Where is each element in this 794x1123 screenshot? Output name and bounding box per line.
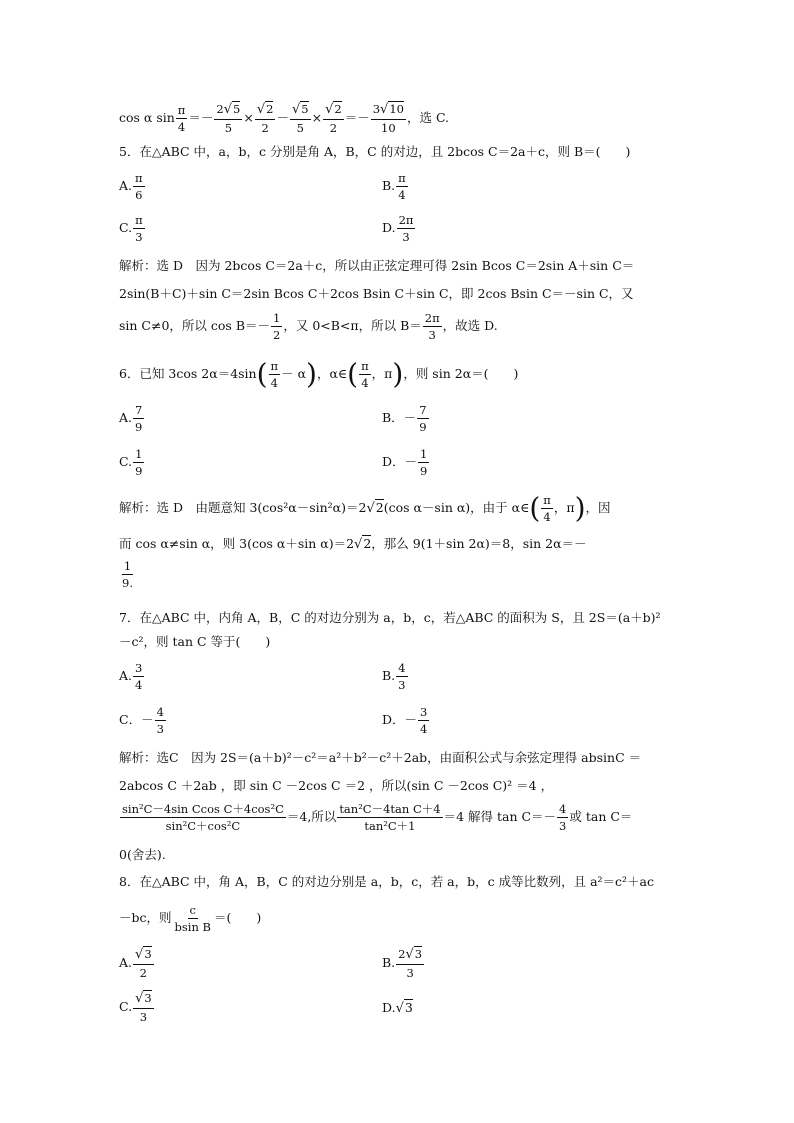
q6-option-b	[382, 404, 430, 433]
denominator: 4	[398, 188, 406, 203]
numerator: 1	[271, 312, 282, 327]
q7-solution-line-1: 解析：选C 因为 2S＝(a＋b)²－c²＝a²＋b²－c²＋2ab，由面积公式与余弦定理得 absinC ＝	[119, 750, 642, 765]
text: (cos α－sin α)，由于 α∈	[383, 500, 530, 516]
coef: 2	[398, 947, 406, 961]
radicand: 3	[144, 947, 152, 961]
option-label: B.	[382, 178, 396, 194]
option-label: D．－	[382, 454, 418, 470]
fraction	[133, 948, 154, 979]
fraction	[290, 103, 311, 134]
radicand: 2	[334, 102, 342, 116]
numerator: 3	[418, 706, 429, 721]
fraction	[396, 662, 407, 691]
fraction	[133, 172, 145, 201]
fraction	[423, 312, 442, 341]
denominator: 3	[559, 819, 567, 834]
text: 解析：选 D 由题意知 3(cos²α－sin²α)＝2	[119, 500, 367, 516]
q7-stem-line-2: －c²，则 tan C 等于( )	[119, 634, 271, 649]
fraction	[133, 662, 144, 691]
denominator: 4	[177, 119, 186, 134]
prev-solution-line	[119, 103, 449, 134]
numerator: 2√5	[214, 103, 242, 120]
text: ，则 sin 2α＝( )	[403, 366, 519, 382]
text: sin C≠0，所以 cos B＝－	[119, 318, 271, 334]
fraction	[271, 312, 282, 341]
numerator: 2√3	[396, 948, 424, 965]
denominator: 3	[402, 230, 410, 245]
denominator: sin²C＋cos²C	[165, 819, 241, 834]
denominator: 9.	[122, 576, 133, 591]
denominator: 9	[419, 420, 427, 435]
denominator: tan²C＋1	[364, 819, 416, 834]
fraction	[371, 103, 406, 134]
fraction	[255, 103, 276, 134]
fraction	[418, 706, 429, 735]
numerator: 1	[418, 448, 429, 463]
option-label: D.	[382, 220, 396, 236]
numerator: π	[133, 214, 145, 229]
option-label: D.	[382, 1000, 396, 1015]
text: ＝4,所以	[286, 809, 337, 825]
q6-option-a	[119, 404, 145, 433]
numerator: √2	[323, 103, 344, 120]
q7-option-c	[119, 706, 167, 735]
numerator: sin²C－4sin Ccos C＋4cos²C	[120, 803, 286, 818]
text: －bc，则	[119, 910, 172, 926]
option-label: B．－	[382, 410, 417, 426]
text: ，选 C.	[406, 109, 450, 125]
fraction	[155, 706, 166, 735]
option-label: B.	[382, 668, 396, 684]
numerator: √2	[255, 103, 276, 120]
option-label: C．－	[119, 712, 154, 728]
numerator: π	[176, 104, 188, 119]
denominator: 4	[361, 376, 369, 391]
denominator: 2	[139, 965, 147, 980]
q6-solution-line-2: 而 cos α≠sin α，则 3(cos α＋sin α)＝2√2，那么 9(1＋sin 2α)＝8，sin 2α＝－	[119, 536, 587, 552]
coef: 3	[372, 102, 381, 116]
option-label: A.	[119, 178, 133, 194]
fraction	[323, 103, 344, 134]
numerator: π	[133, 172, 145, 187]
text: ，π	[371, 366, 393, 382]
denominator: 4	[135, 678, 143, 693]
denominator: bsin B	[174, 920, 211, 935]
radicand: 2	[375, 500, 384, 516]
q5-stem: 5．在△ABC 中，a，b，c 分别是角 A，B，C 的对边，且 2bcos C＝2a＋c，则 B＝( )	[119, 144, 631, 159]
q7-option-d	[382, 706, 430, 735]
numerator: 4	[155, 706, 166, 721]
q7-option-a	[119, 662, 145, 691]
q5-option-a	[119, 172, 146, 201]
option-label: A.	[119, 410, 133, 426]
q8-option-c	[119, 992, 155, 1023]
fraction	[133, 214, 145, 243]
numerator: π	[396, 172, 408, 187]
fraction	[133, 992, 154, 1023]
numerator: 3	[133, 662, 144, 677]
text: － α	[281, 366, 307, 382]
numerator: 2π	[423, 312, 442, 327]
denominator: 3	[406, 965, 414, 980]
denominator: 2	[261, 120, 269, 135]
q6-option-d	[382, 448, 430, 477]
denominator: 4	[420, 722, 428, 737]
radicand: 3	[414, 947, 423, 961]
times: ×	[311, 109, 323, 125]
minus: －	[276, 109, 289, 125]
fraction	[133, 404, 144, 433]
numerator: √3	[133, 992, 154, 1009]
text: 6．已知 3cos 2α＝4sin	[119, 366, 257, 382]
denominator: 5	[296, 120, 304, 135]
numerator: 4	[396, 662, 407, 677]
radicand: 3	[144, 991, 152, 1005]
fraction	[120, 560, 135, 589]
fraction	[417, 404, 428, 433]
denominator: 6	[135, 188, 143, 203]
q5-option-d	[382, 214, 416, 243]
text: ，又 0<B<π，所以 B＝	[283, 318, 422, 334]
q7-solution-line-3	[119, 803, 632, 832]
q6-solution-line-1: 解析：选 D 由题意知 3(cos²α－sin²α)＝2√2(cos α－sin α)，由于 α∈( $\frac{\pi}{4}$ ，π)，因	[119, 491, 611, 525]
radicand: 2	[266, 102, 274, 116]
fraction	[397, 214, 416, 243]
radicand: 3	[404, 1000, 413, 1015]
numerator: c	[188, 904, 198, 919]
text: 而 cos α≠sin α，则 3(cos α＋sin α)＝2	[119, 536, 355, 551]
fraction	[359, 360, 371, 389]
q5-solution-line-3	[119, 312, 498, 341]
numerator: √5	[290, 103, 311, 120]
numerator: 7	[417, 404, 428, 419]
denominator: 3	[428, 328, 436, 343]
radicand: 10	[389, 102, 404, 116]
q5-option-c	[119, 214, 146, 243]
q7-solution-line-2: 2abcos C ＋2ab ，即 sin C －2cos C ＝2 ，所以(sin C －2cos C)² ＝4 ，	[119, 778, 554, 793]
denominator: 3	[139, 1009, 148, 1024]
text: ，那么 9(1＋sin 2α)＝8，sin 2α＝－	[371, 536, 587, 551]
text: ，故选 D.	[442, 318, 498, 334]
denominator: 2	[329, 120, 338, 135]
fraction	[337, 803, 442, 832]
q5-solution-line-2: 2sin(B＋C)＋sin C＝2sin Bcos C＋2cos Bsin C＋sin C，即 2cos Bsin C＝－sin C，又	[119, 286, 634, 301]
radicand: 5	[301, 102, 309, 116]
fraction	[396, 172, 408, 201]
denominator: 9	[135, 420, 143, 435]
option-label: C.	[119, 220, 133, 236]
q8-stem-line-2	[119, 904, 261, 933]
fraction	[214, 103, 242, 134]
q7-solution-line-4: 0(舍去).	[119, 847, 166, 862]
q5-solution-line-1: 解析：选 D 因为 2bcos C＝2a＋c，所以由正弦定理可得 2sin Bcos C＝2sin A＋sin C＝	[119, 258, 635, 273]
numerator: 1	[133, 448, 144, 463]
text: ，α∈	[316, 366, 348, 382]
option-label: D．－	[382, 712, 418, 728]
text: ，π	[553, 500, 575, 516]
text: ＝－	[188, 109, 214, 125]
denominator: 4	[270, 376, 278, 391]
q6-stem: 6．已知 3cos 2α＝4sin( $\frac{\pi}{4}$ － α)，α∈( $\frac{\pi}{4}$ ，π)，则 sin 2α＝( )	[119, 357, 519, 391]
q6-option-c	[119, 448, 145, 477]
numerator: π	[359, 360, 371, 375]
q7-stem-line-1: 7．在△ABC 中，内角 A，B，C 的对边分别为 a，b，c，若△ABC 的面积为 S，且 2S＝(a＋b)²	[119, 610, 661, 625]
denominator: 3	[156, 722, 164, 737]
text: ＝( )	[213, 910, 262, 926]
q7-option-b	[382, 662, 409, 691]
fraction	[396, 948, 424, 979]
numerator: π	[541, 494, 553, 509]
denominator: 9	[135, 464, 143, 479]
option-label: C.	[119, 454, 133, 470]
fraction	[120, 803, 286, 832]
numerator: 7	[133, 404, 144, 419]
fraction	[269, 360, 281, 389]
coef: 2	[216, 102, 224, 116]
denominator: 3	[135, 230, 143, 245]
denominator: 2	[273, 328, 281, 343]
q6-solution-line-3	[119, 560, 136, 589]
radicand: 5	[233, 102, 241, 116]
denominator: 10	[381, 120, 396, 135]
option-label: B.	[382, 954, 396, 970]
q8-option-d: D.√3	[382, 1000, 413, 1016]
text: cos α sin	[119, 109, 175, 125]
numerator: 2π	[397, 214, 416, 229]
q8-option-a	[119, 948, 155, 979]
fraction	[173, 904, 213, 933]
fraction	[557, 803, 568, 832]
text: 或 tan C＝	[569, 809, 633, 825]
fraction	[541, 494, 553, 523]
text: ＝－	[344, 109, 370, 125]
denominator: 5	[224, 120, 233, 135]
text: ，因	[585, 500, 611, 516]
denominator: 9	[420, 464, 428, 479]
text: ＝4 解得 tan C＝－	[443, 809, 557, 825]
option-label: C.	[119, 998, 133, 1014]
q5-option-b	[382, 172, 409, 201]
numerator: √3	[133, 948, 154, 965]
numerator: tan²C－4tan C＋4	[337, 803, 442, 818]
times: ×	[243, 109, 254, 125]
numerator: 4	[557, 803, 568, 818]
numerator: π	[269, 360, 281, 375]
option-label: A.	[119, 954, 133, 970]
numerator: 1	[122, 560, 133, 575]
q8-stem-line-1: 8．在△ABC 中，角 A，B，C 的对边分别是 a，b，c，若 a，b，c 成等比数列，且 a²＝c²＋ac	[119, 874, 655, 889]
radicand: 2	[363, 536, 372, 551]
denominator: 3	[398, 678, 406, 693]
fraction	[133, 448, 144, 477]
fraction	[418, 448, 429, 477]
fraction	[176, 104, 188, 133]
denominator: 4	[543, 510, 551, 525]
numerator: 3√10	[371, 103, 406, 120]
q8-option-b	[382, 948, 425, 979]
option-label: A.	[119, 668, 133, 684]
